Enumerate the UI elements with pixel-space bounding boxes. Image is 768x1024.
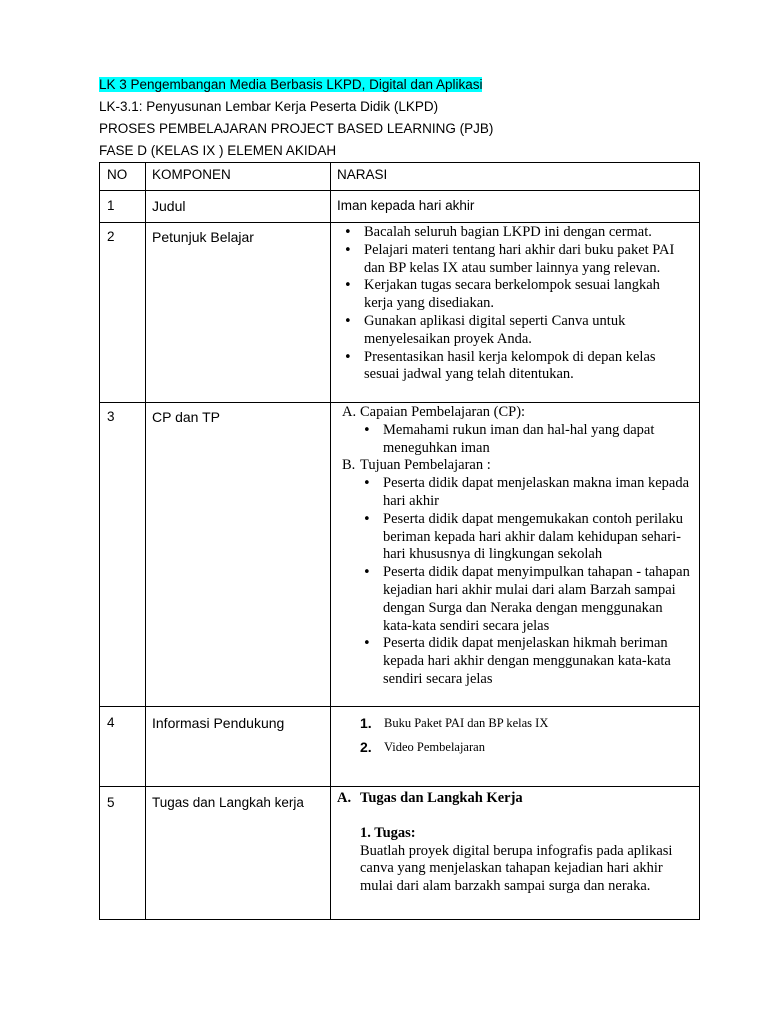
row-2-no: 2 bbox=[100, 223, 146, 403]
list-item: • Pelajari materi tentang hari akhir dari buku paket PAI dan BP kelas IX atau sumber lainnya yang relevan. bbox=[331, 242, 691, 278]
row-5-narasi bbox=[331, 787, 700, 920]
tp-section bbox=[337, 457, 693, 475]
header-line-1 bbox=[99, 74, 679, 96]
list-item: • Peserta didik dapat menjelaskan hikmah beriman kepada hari akhir dengan menggunakan kata-kata sendiri secara jelas bbox=[337, 635, 693, 688]
header-line-3: PROSES PEMBELAJARAN PROJECT BASED LEARNING (PJB) bbox=[99, 121, 494, 136]
tp-title: Tujuan Pembelajaran : bbox=[360, 457, 491, 474]
list-item: • Memahami rukun iman dan hal-hal yang dapat meneguhkan iman bbox=[337, 422, 693, 458]
tugas-heading: Tugas dan Langkah Kerja bbox=[360, 790, 523, 806]
header-line-4: FASE D (KELAS IX ) ELEMEN AKIDAH bbox=[99, 143, 337, 158]
lk-code: LK-3.1: bbox=[99, 99, 147, 114]
row-3-narasi bbox=[331, 403, 700, 707]
lkpd-table bbox=[99, 162, 700, 920]
cp-title: Capaian Pembelajaran (CP): bbox=[360, 404, 526, 420]
list-item: • Peserta didik dapat mengemukakan contoh perilaku beriman kepada hari akhir dalam kehidupan sehari- hari khususnya di lingkungan sekolah bbox=[337, 511, 693, 564]
row-5-komponen: Tugas dan Langkah kerja bbox=[146, 787, 331, 920]
item-number: 1. bbox=[360, 715, 372, 731]
tugas-text: Buatlah proyek digital berupa infografis pada aplikasi canva yang menjelaskan tahapan kejadian hari akhir mulai dari alam barzakh sampai surga dan neraka. bbox=[360, 842, 673, 895]
table-row bbox=[100, 191, 700, 223]
row-1-komponen: Judul bbox=[146, 191, 331, 223]
petunjuk-list bbox=[331, 224, 691, 384]
header-no: NO bbox=[100, 163, 146, 191]
header-narasi: NARASI bbox=[331, 163, 700, 191]
tugas-marker: A. bbox=[337, 790, 352, 806]
cp-section bbox=[337, 404, 693, 422]
item-number: 2. bbox=[360, 739, 372, 755]
tugas-section-title bbox=[337, 790, 693, 808]
list-item: • Peserta didik dapat menjelaskan makna iman kepada hari akhir bbox=[337, 475, 693, 511]
list-item: • Bacalah seluruh bagian LKPD ini dengan cermat. bbox=[331, 224, 691, 242]
header-line-2 bbox=[99, 96, 679, 118]
row-1-narasi: Iman kepada hari akhir bbox=[331, 191, 700, 223]
list-item: • Gunakan aplikasi digital seperti Canva untuk menyelesaikan proyek Anda. bbox=[331, 313, 691, 349]
row-2-narasi bbox=[331, 223, 700, 403]
cp-list bbox=[337, 422, 693, 458]
row-4-narasi bbox=[331, 707, 700, 787]
lk-title: Penyusunan Lembar Kerja Peserta Didik (LKPD) bbox=[146, 99, 439, 114]
table-header-row bbox=[100, 163, 700, 191]
header-komponen: KOMPONEN bbox=[146, 163, 331, 191]
row-4-komponen: Informasi Pendukung bbox=[146, 707, 331, 787]
item-text: Buku Paket PAI dan BP kelas IX bbox=[384, 716, 549, 730]
row-3-komponen: CP dan TP bbox=[146, 403, 331, 707]
table-row bbox=[100, 707, 700, 787]
tp-marker: B. bbox=[342, 457, 356, 474]
list-item: • Presentasikan hasil kerja kelompok di depan kelas sesuai jadwal yang telah ditentukan. bbox=[331, 349, 691, 385]
table-row bbox=[100, 403, 700, 707]
document-page bbox=[99, 74, 690, 920]
row-1-no: 1 bbox=[100, 191, 146, 223]
tugas-label: 1. Tugas: bbox=[360, 824, 416, 841]
list-item bbox=[337, 736, 693, 760]
table-row bbox=[100, 787, 700, 920]
row-2-komponen: Petunjuk Belajar bbox=[146, 223, 331, 403]
table-row bbox=[100, 223, 700, 403]
highlighted-title: LK 3 Pengembangan Media Berbasis LKPD, Digital dan Aplikasi bbox=[99, 77, 483, 92]
list-item: • Kerjakan tugas secara berkelompok sesuai langkah kerja yang disediakan. bbox=[331, 277, 691, 313]
cp-marker: A. bbox=[342, 404, 357, 420]
item-text: Video Pembelajaran bbox=[384, 740, 485, 754]
tp-list bbox=[337, 475, 693, 689]
row-4-no: 4 bbox=[100, 707, 146, 787]
row-3-no: 3 bbox=[100, 403, 146, 707]
list-item: • Peserta didik dapat menyimpulkan tahapan - tahapan kejadian hari akhir mulai dari alam Barzah sampai dengan Surga dan Neraka dengan menggunakan kata-kata sendiri secara jelas bbox=[337, 564, 693, 635]
row-5-no: 5 bbox=[100, 787, 146, 920]
list-item bbox=[337, 712, 693, 736]
